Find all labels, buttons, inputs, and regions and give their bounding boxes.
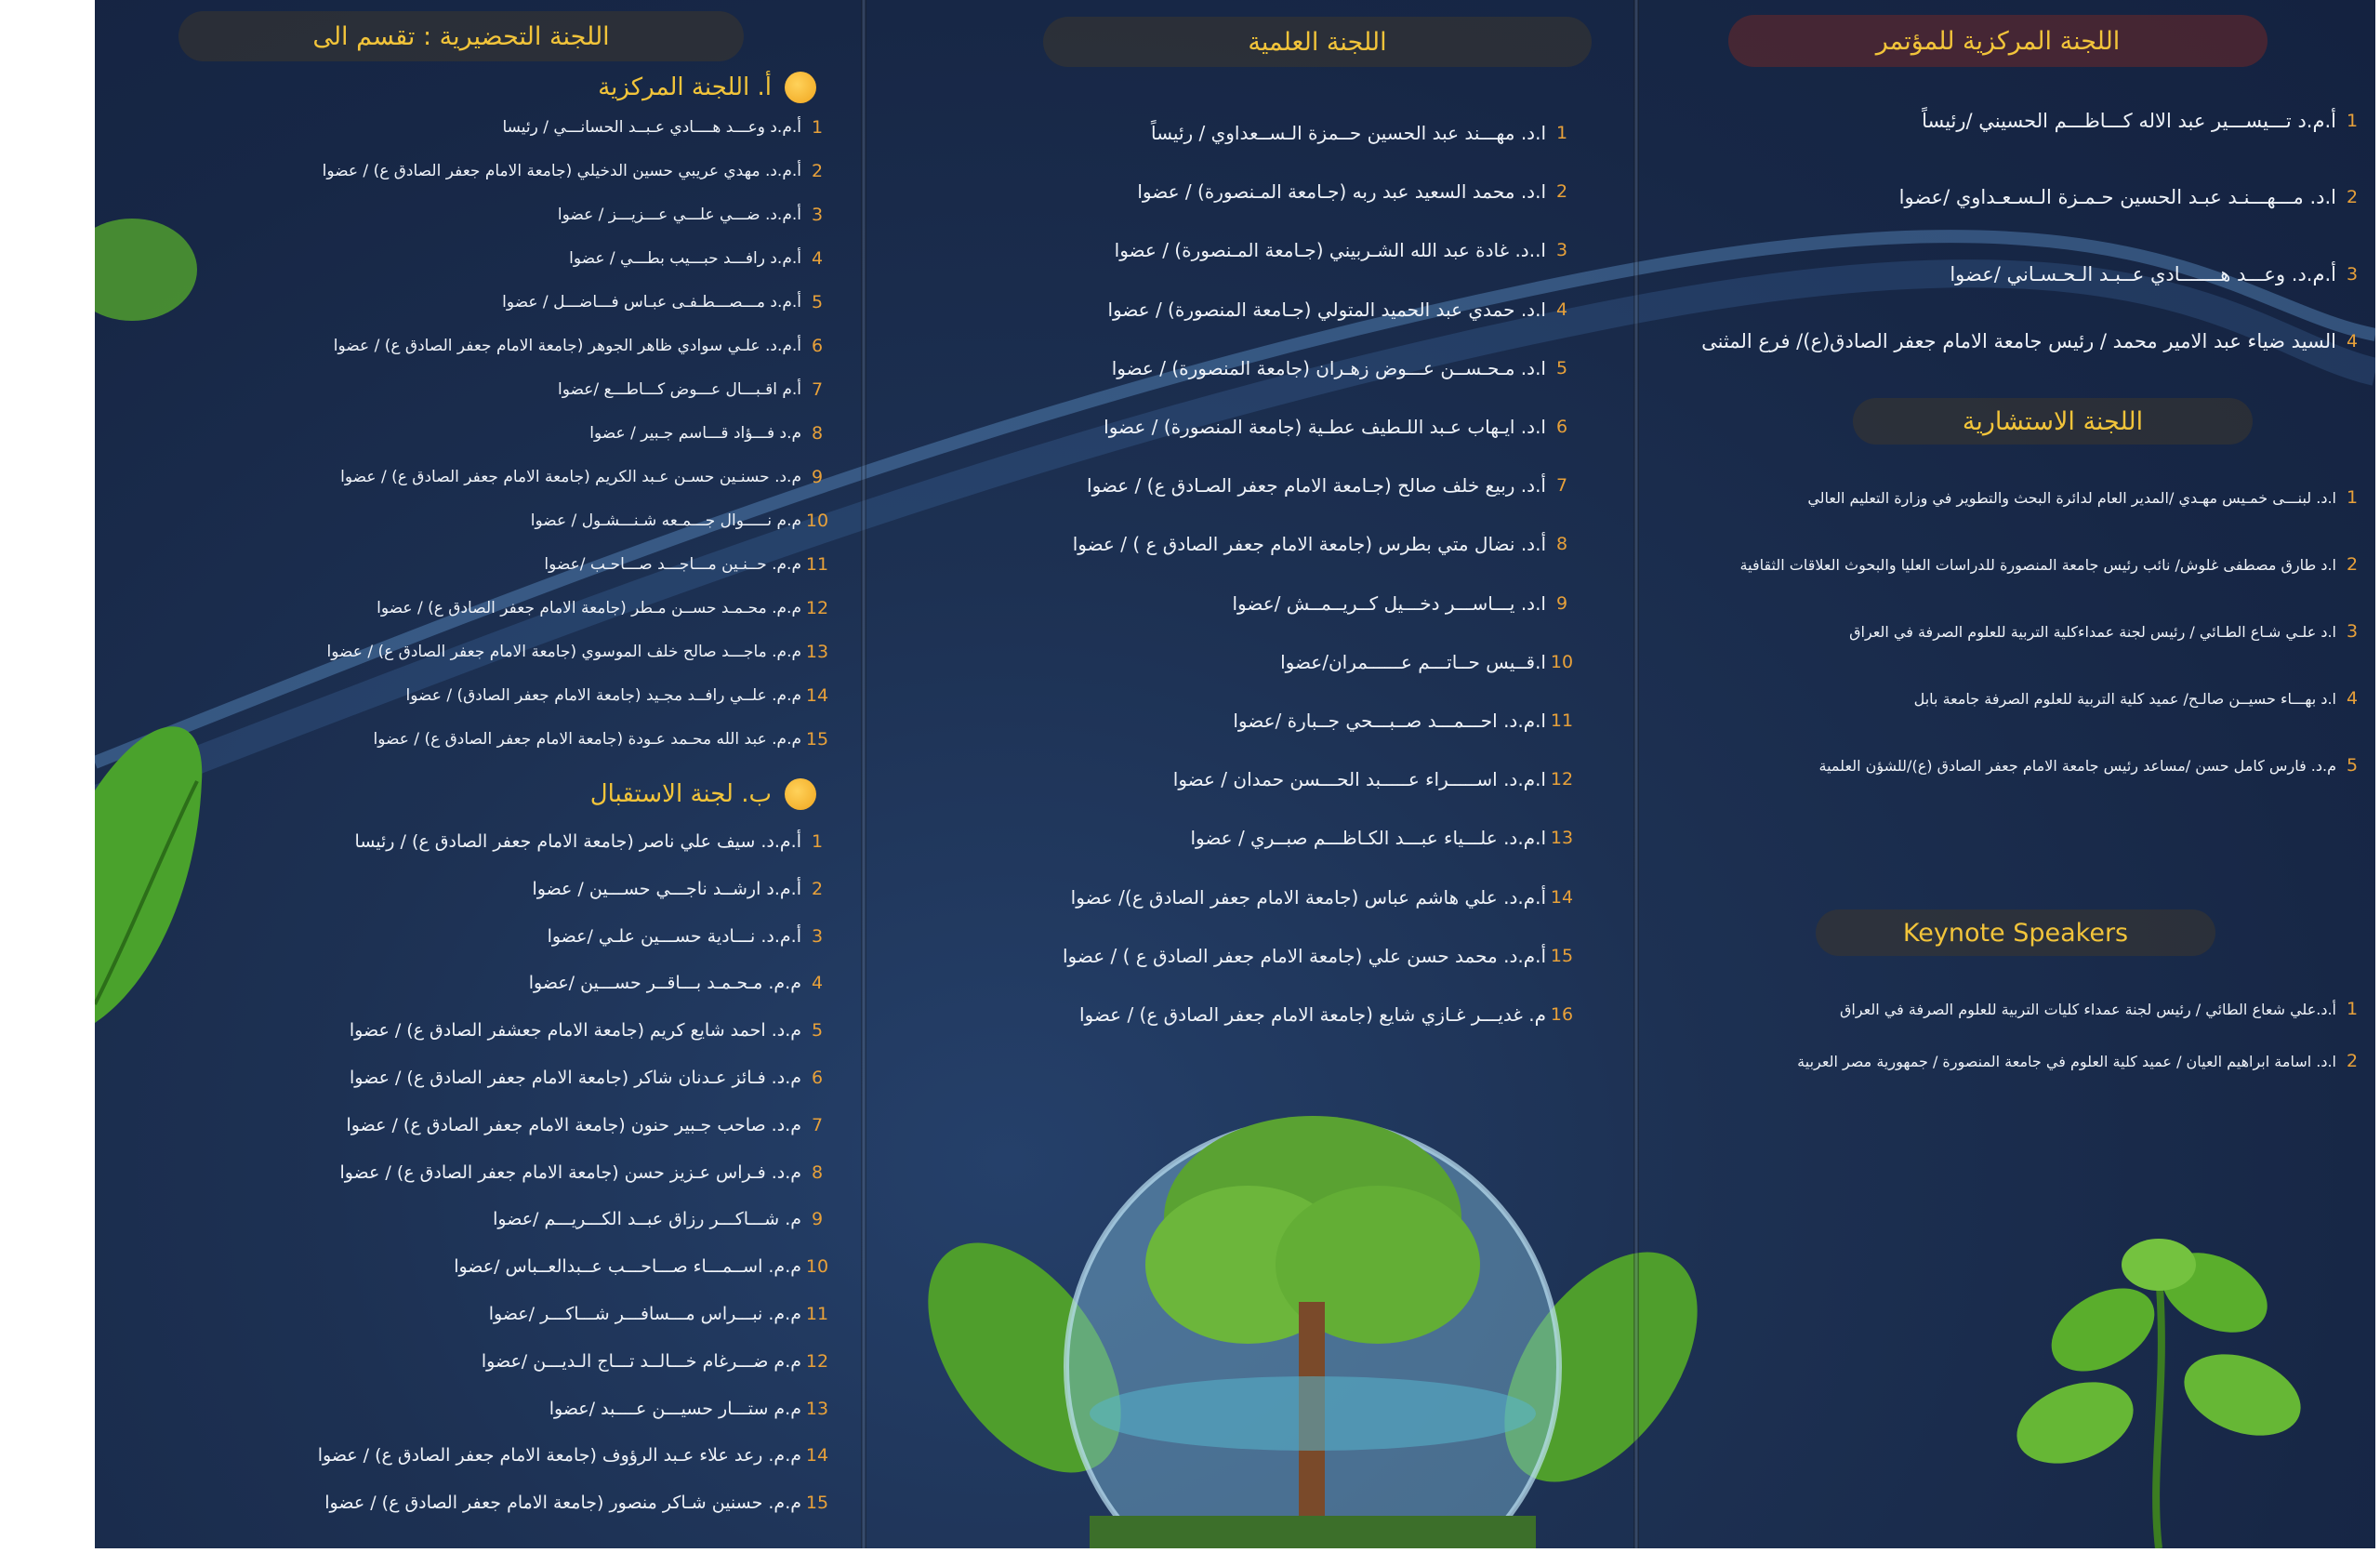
preparatory-committee-header: اللجنة التحضيرية : تقسم الى	[178, 11, 744, 61]
member-text: ا.د. حمدي عبد الحميد المتولي (جـامعة المنصورة) / عضوا	[1107, 298, 1546, 321]
member-text: ا.د. مـــهـــنـد عبـد الحسين حـمـزة الـسـعـداوي /عضوا	[1898, 186, 2336, 208]
item-number: 12	[805, 598, 829, 618]
item-number: 9	[811, 467, 824, 487]
member-text: م.د. فارس كامل حسن /مساعد رئيس جامعة الامام جعفر الصادق (ع)/للشؤن العلمية	[1818, 756, 2336, 775]
item-number: 2	[2346, 1051, 2359, 1071]
member-text: م.د فـــؤاد قـــاسم جـبير / عضوا	[589, 424, 801, 443]
item-number: 5	[1555, 357, 1568, 378]
orange-bullet-icon	[785, 778, 816, 810]
reception-committee-row	[182, 1251, 833, 1282]
item-number: 2	[2346, 187, 2359, 207]
member-text: م.م. مـحـمـد بـــاقــر حســـين /عضوا	[528, 973, 801, 994]
item-number: 16	[1550, 1004, 1574, 1025]
item-number: 11	[805, 1304, 829, 1324]
preparatory-central-row	[182, 680, 833, 711]
member-text: م.م ضـــرغام خـــالــد تـــاج الـديـــن /عضوا	[481, 1350, 801, 1372]
member-text: ا.قــيس حــاتـــم عــــــمران/عضوا	[1280, 650, 1546, 673]
item-number: 3	[1555, 240, 1568, 261]
item-number: 2	[2346, 554, 2359, 575]
item-number: 10	[805, 511, 829, 531]
central-committee-row	[1680, 325, 2368, 357]
member-text: أ.م.د رافـــد حبـــيب بطـــي / عضوا	[569, 249, 801, 268]
item-number: 13	[805, 1398, 829, 1419]
item-number: 3	[2346, 264, 2359, 285]
member-text: أ.د. نضال متي بطرس (جامعة الامام جعفر الصادق ع ) / عضوا	[1072, 533, 1546, 556]
central-committee-row	[1680, 105, 2368, 137]
reception-committee-row	[182, 1109, 833, 1141]
member-text: أ.م.د. سيف علي ناصر (جامعة الامام جعفر الصادق ع) / رئيسا	[354, 831, 801, 852]
preparatory-central-row	[182, 505, 833, 537]
member-text: م.د. احمد شايع كريم (جامعة الامام جعشفر الصادق ع) / عضوا	[349, 1020, 801, 1042]
member-text: ا.د. مـحـســن عـــوض زهـران (جامعة المنصورة) / عضوا	[1111, 356, 1546, 379]
member-text: أ.م.د. مهدي عريبي حسين الدخيلي (جامعة الامام جعفر الصادق ع) / عضوا	[322, 162, 801, 180]
item-number: 14	[805, 1445, 829, 1466]
preparatory-central-row	[182, 155, 833, 187]
member-text: ا.د. ايـهاب عـبد اللـطيف عطـية (جامعة المنصورة) / عضوا	[1104, 416, 1546, 438]
item-number: 1	[2346, 999, 2359, 1019]
preparatory-central-row	[182, 286, 833, 318]
item-number: 11	[805, 554, 829, 575]
item-number: 4	[811, 248, 824, 269]
member-text: ا.د طارق مصطفى غلوش/ نائب رئيس جامعة المنصورة للدراسات العليا والبحوث العلاقات الثقافية	[1739, 555, 2336, 574]
keynote-speaker-row	[1661, 1045, 2368, 1077]
member-text: م.د. حسنـين حسـن عـبد الكريم (جامعة الامام جعفر الصادق ع) / عضوا	[340, 468, 801, 486]
member-text: ا.د. مهـــند عبد الحسين حــمزة الـســعداوي / رئيساً	[1150, 122, 1546, 144]
item-number: 3	[811, 925, 824, 947]
reception-committee-row	[182, 826, 833, 857]
member-text: م.د. فـراس عـزيز حسن (جامعة الامام جعفر الصادق ع) / عضوا	[339, 1161, 801, 1183]
member-text: ا..د. غادة عبد الله الشـربيني (جـامعة المـنصورة) / عضوا	[1114, 239, 1546, 262]
item-number: 12	[1550, 769, 1574, 790]
scientific-committee-row	[908, 470, 1578, 501]
member-text: أ.م.د. ضـــي علـــي عـــزيـــز / عضوا	[557, 206, 801, 224]
member-text: ا.د علـي شـاع الطـائي / رئيس لجنة عمداءكلية التربية للعلوم الصرفة في العراق	[1849, 622, 2336, 641]
member-text: أ.م.د. محمد حسن علي (جامعة الامام جعفر الصادق ع ) / عضوا	[1063, 944, 1546, 967]
preparatory-central-row	[182, 243, 833, 274]
item-number: 2	[811, 161, 824, 181]
preparatory-central-row	[182, 636, 833, 668]
keynote-speakers-header: Keynote Speakers	[1816, 909, 2215, 956]
item-number: 6	[811, 336, 824, 356]
scientific-committee-row	[908, 646, 1578, 678]
advisory-committee-header: اللجنة الاستشارية	[1853, 398, 2253, 445]
member-text: ا.د. لبنـــى خمـيس مهـدي /المدير العام لدائرة البحث والتطوير في وزارة التعليم العالي	[1807, 488, 2336, 507]
item-number: 15	[1550, 945, 1574, 966]
item-number: 6	[1555, 417, 1568, 437]
member-text: م.م. ماجـــد صالح خلف الموسوي (جامعة الامام جعفر الصادق ع) / عضوا	[326, 643, 801, 661]
item-number: 1	[2346, 487, 2359, 508]
scientific-committee-row	[908, 234, 1578, 266]
member-text: أ.د.علي شعاع الطائي / رئيس لجنة عمداء كليات التربية للعلوم الصرفة في العراق	[1839, 1000, 2336, 1018]
item-number: 10	[805, 1256, 829, 1278]
member-text: أ.م.د. نـــادية حســـين علـي /عضوا	[547, 925, 801, 947]
item-number: 1	[1555, 123, 1568, 143]
scientific-committee-row	[908, 822, 1578, 854]
member-text: م.م. حسنين شـاكر منصور (جامعة الامام جعفر الصادق ع) / عضوا	[324, 1493, 801, 1514]
item-number: 1	[811, 831, 824, 852]
member-text: م.م. محـمـد حســن مـطر (جامعة الامام جعفر الصادق ع) / عضوا	[377, 599, 801, 617]
item-number: 10	[1550, 651, 1574, 672]
scientific-committee-row	[908, 882, 1578, 913]
scientific-committee-row	[908, 294, 1578, 325]
right-panel	[1639, 0, 2375, 1548]
item-number: 7	[1555, 475, 1568, 497]
preparatory-central-row	[182, 330, 833, 362]
scientific-committee-row	[908, 999, 1578, 1030]
member-text: أ.م.د. علي هاشم عباس (جامعة الامام جعفر الصادق ع)/ عضوا	[1070, 885, 1546, 909]
reception-committee-row	[182, 873, 833, 905]
member-text: ا.م.د. علـــياء عبـــد الكـاظـــم صبــري / عضوا	[1190, 827, 1546, 850]
keynote-speaker-row	[1661, 993, 2368, 1025]
item-number: 1	[811, 117, 824, 138]
orange-bullet-icon	[785, 72, 816, 103]
member-text: أ.م.د تـــيســـير عبد الاله كـــاظـــم الحسيني /رئيساً	[1922, 110, 2336, 132]
scientific-committee-row	[908, 705, 1578, 737]
member-text: أ.د. ربيع خلف صالح (جـامعة الامام جعفر الصـادق ع) / عضوا	[1087, 474, 1546, 498]
scientific-committee-row	[908, 588, 1578, 619]
member-text: م.م. نبـــراس مـــسافـــر شـــاكـــر /عضوا	[488, 1304, 801, 1324]
member-text: ا.د. اسامة ابراهيم العيان / عميد كلية العلوم في جامعة المنصورة / جمهورية مصر العربية	[1797, 1052, 2336, 1070]
preparatory-central-row	[182, 199, 833, 231]
item-number: 6	[811, 1068, 824, 1088]
member-text: م.م. حــنـين مـــاجـــد صـــاحـب /عضوا	[544, 555, 801, 574]
item-number: 11	[1550, 710, 1574, 731]
scientific-committee-header: اللجنة العلمية	[1043, 17, 1592, 67]
subsection-b-title	[590, 776, 816, 813]
preparatory-central-row	[182, 549, 833, 580]
item-number: 14	[1550, 886, 1574, 908]
scientific-committee-row	[908, 528, 1578, 560]
reception-committee-row	[182, 1062, 833, 1094]
item-number: 4	[1555, 299, 1568, 320]
member-text: م.م. عبد الله محـمد عـودة (جامعة الامام جعفر الصادق ع) / عضوا	[373, 730, 801, 749]
preparatory-central-row	[182, 723, 833, 755]
member-text: م.م. اســمـــاء صـــاحـــب عــبدالعــباس /عضوا	[454, 1256, 801, 1278]
item-number: 2	[811, 878, 824, 899]
reception-committee-row	[182, 1015, 833, 1046]
left-panel	[95, 0, 861, 1548]
item-number: 5	[811, 292, 824, 312]
item-number: 2	[1555, 181, 1568, 203]
scientific-committee-row	[908, 176, 1578, 207]
central-committee-row	[1680, 259, 2368, 290]
reception-committee-row	[182, 1487, 833, 1519]
scientific-committee-row	[908, 940, 1578, 972]
reception-committee-row	[182, 1393, 833, 1425]
member-text: أ.م.د. وعـــد هـــــــادي عــبـد الـحـسـاني /عضوا	[1950, 263, 2336, 285]
item-number: 13	[1550, 828, 1574, 849]
member-text: م.م. رعد علاء عـبد الرؤوف (جامعة الامام جعفر الصادق ع) / عضوا	[317, 1445, 801, 1466]
advisory-committee-row	[1661, 482, 2368, 513]
scientific-committee-row	[908, 352, 1578, 384]
member-text: ا.م.د. احـــمـــد صــبـــحي جــبارة /عضوا	[1233, 710, 1546, 732]
scientific-committee-row	[908, 411, 1578, 443]
member-text: أ.م.د وعـــد هــــادي عـبــد الحسانـــي / رئيسا	[502, 118, 801, 137]
member-text: م.د. صاحب جـبير حنون (جامعة الامام جعفر الصادق ع) / عضوا	[346, 1114, 801, 1135]
reception-committee-row	[182, 921, 833, 952]
preparatory-central-row	[182, 112, 833, 143]
reception-committee-row	[182, 967, 833, 999]
member-text: أ.م.د مـــصـــطـفـى عبـاس فـــاضـــل / عضوا	[502, 293, 801, 312]
item-number: 3	[2346, 621, 2359, 642]
brochure-sheet	[95, 0, 2375, 1548]
item-number: 7	[811, 1114, 824, 1135]
member-text: ا.د. يـــاســـر دخـــيل كــريــمــش /عضوا	[1232, 591, 1546, 615]
reception-committee-row	[182, 1157, 833, 1188]
preparatory-central-row	[182, 374, 833, 405]
middle-panel	[866, 0, 1633, 1548]
item-number: 3	[811, 205, 824, 225]
member-text: أ.م اقـبـــال عـــوض كـــاطـــع /عضوا	[558, 380, 801, 399]
member-text: أ.م.د. علـي سوادي ظاهر الجوهر (جامعة الامام جعفر الصادق ع) / عضوا	[333, 337, 801, 355]
item-number: 14	[805, 685, 829, 706]
item-number: 15	[805, 1493, 829, 1514]
subsection-a-title	[598, 69, 816, 106]
item-number: 8	[811, 423, 824, 444]
preparatory-central-row	[182, 592, 833, 624]
item-number: 4	[811, 973, 824, 994]
item-number: 12	[805, 1350, 829, 1372]
scientific-committee-row	[908, 763, 1578, 795]
member-text: أ.م.د ارشــد ناجـــي حســـين / عضوا	[532, 878, 801, 899]
member-text: السيد ضياء عبد الامير محمد / رئيس جامعة الامام جعفر الصادق(ع)/ فرع المثنى	[1701, 330, 2336, 352]
item-number: 5	[811, 1020, 824, 1042]
item-number: 1	[2346, 111, 2359, 131]
member-text: م. شـــاكـــر رزاق عبــد الكـــريـــم /عضوا	[493, 1209, 801, 1230]
item-number: 5	[2346, 755, 2359, 776]
member-text: م.م ستـــار حسيـــن عــــبد /عضوا	[549, 1398, 801, 1419]
advisory-committee-row	[1661, 549, 2368, 580]
advisory-committee-row	[1661, 616, 2368, 647]
item-number: 9	[1555, 592, 1568, 614]
advisory-committee-row	[1661, 683, 2368, 714]
item-number: 15	[805, 729, 829, 750]
preparatory-central-row	[182, 418, 833, 449]
member-text: م.د. فـائز عـدنان شاكر (جامعة الامام جعفر الصادق ع) / عضوا	[350, 1068, 801, 1088]
scientific-committee-row	[908, 117, 1578, 149]
subsection-a-label: أ. اللجنة المركزية	[598, 73, 772, 101]
member-text: ا.د. محمد السعيد عبد ربه (جـامعة المـنصورة) / عضوا	[1137, 180, 1546, 204]
central-committee-row	[1680, 181, 2368, 213]
reception-committee-row	[182, 1298, 833, 1330]
member-text: ا.م.د. اســـــراء عـــــبد الحـــسن حمدان / عضوا	[1172, 768, 1546, 791]
item-number: 13	[805, 642, 829, 662]
reception-committee-row	[182, 1203, 833, 1235]
subsection-b-label: ب. لجنة الاستقبال	[589, 780, 772, 808]
item-number: 8	[811, 1161, 824, 1183]
item-number: 7	[811, 379, 824, 400]
reception-committee-row	[182, 1346, 833, 1377]
item-number: 9	[811, 1209, 824, 1230]
advisory-committee-row	[1661, 750, 2368, 781]
item-number: 4	[2346, 688, 2359, 709]
member-text: م.م نـــــوال جـــمـعه شـنـــشـول / عضوا	[530, 511, 801, 530]
item-number: 4	[2346, 331, 2359, 352]
reception-committee-row	[182, 1440, 833, 1471]
item-number: 8	[1555, 534, 1568, 555]
preparatory-central-row	[182, 461, 833, 493]
member-text: م.م. علــي رافــد مجـيد (جامعة الامام جعفر الصادق) / عضوا	[405, 686, 801, 705]
member-text: ا.د بهـــاء حسيــن صالـح/ عميد كلية التربية للعلوم الصرفة جامعة بابل	[1913, 689, 2336, 708]
member-text: م. غديـــر غـازي شايع (جامعة الامام جعفر الصادق ع) / عضوا	[1078, 1003, 1546, 1026]
central-committee-header: اللجنة المركزية للمؤتمر	[1728, 15, 2268, 67]
